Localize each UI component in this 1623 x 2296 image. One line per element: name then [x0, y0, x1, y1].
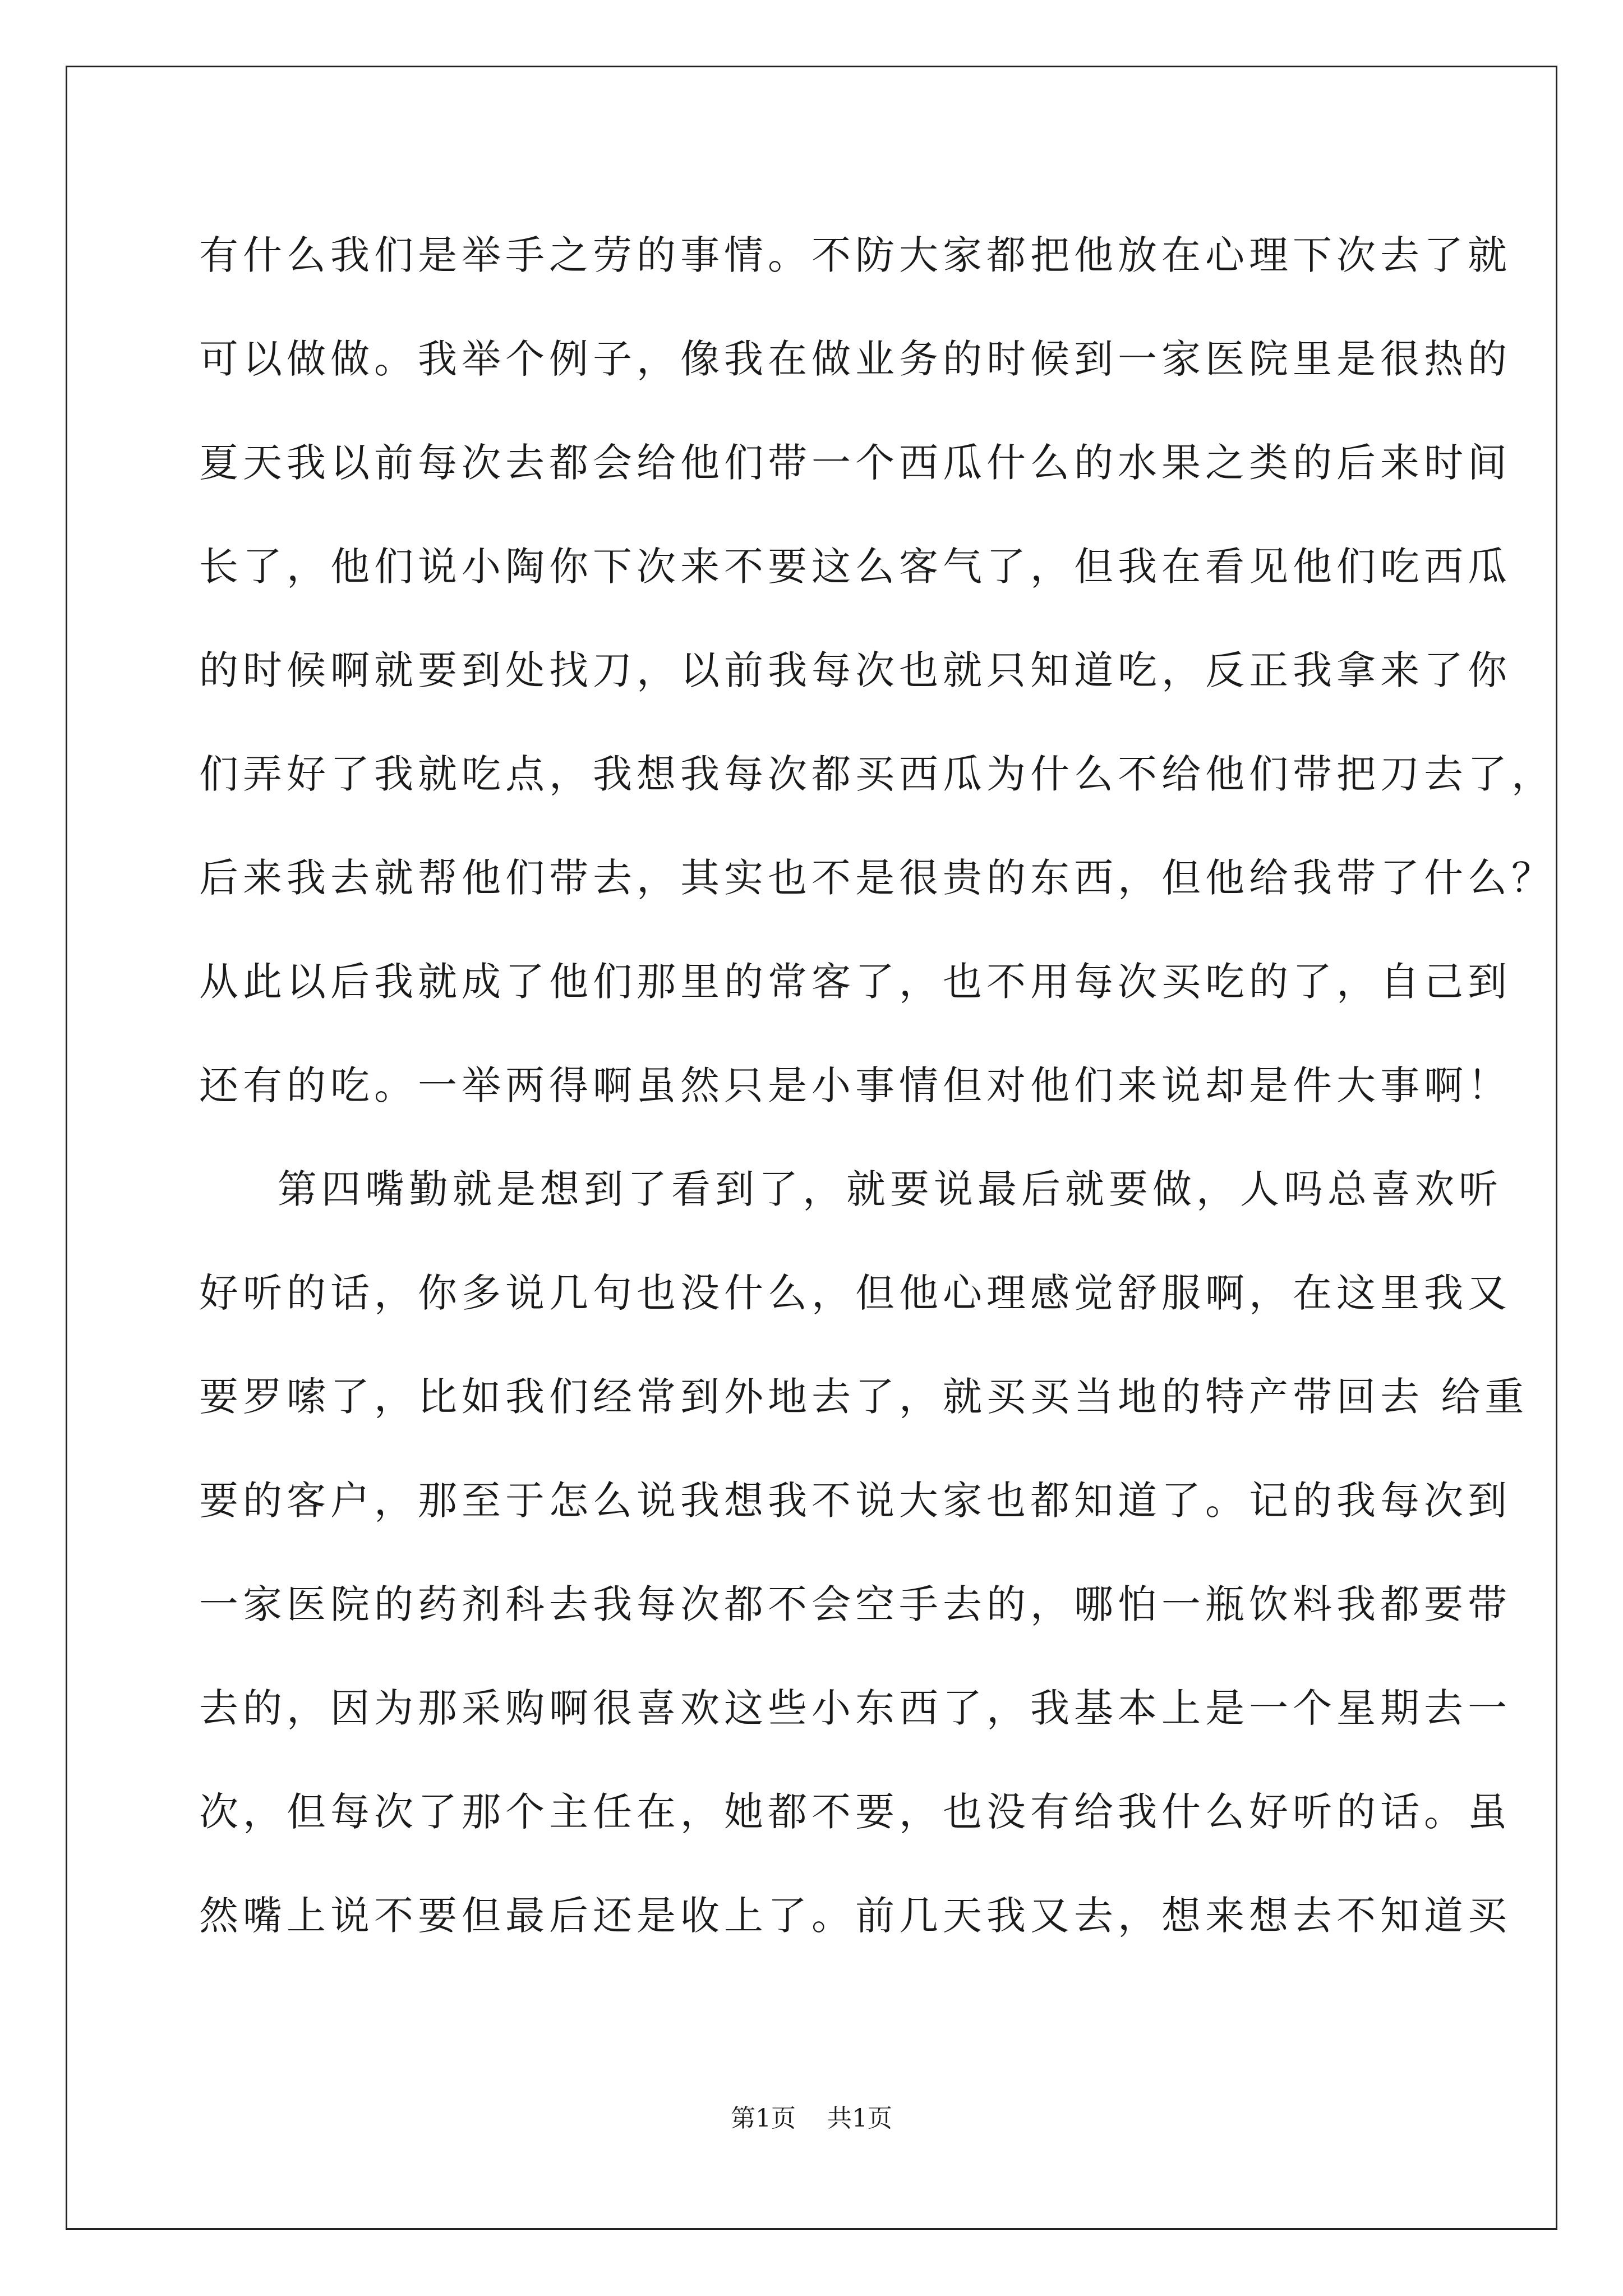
paragraph-start-line: 第四嘴勤就是想到了看到了，就要说最后就要做，人吗总喜欢听 — [278, 1166, 1502, 1212]
document-body — [199, 222, 1555, 1986]
text-line: 次，但每次了那个主任在，她都不要，也没有给我什么好听的话。虽 — [199, 1789, 1511, 1835]
text-line: 有什么我们是举手之劳的事情。不防大家都把他放在心理下次去了就 — [199, 232, 1511, 278]
text-line: 要的客户，那至于怎么说我想我不说大家也都知道了。记的我每次到 — [199, 1478, 1511, 1524]
text-line: 一家医院的药剂科去我每次都不会空手去的，哪怕一瓶饮料我都要带 — [199, 1581, 1511, 1627]
text-line: 长了，他们说小陶你下次来不要这么客气了，但我在看见他们吃西瓜 — [199, 544, 1511, 590]
text-line: 们弄好了我就吃点，我想我每次都买西瓜为什么不给他们带把刀去了， — [199, 751, 1555, 797]
text-line: 要罗嗦了，比如我们经常到外地去了，就买买当地的特产带回去 给重 — [199, 1374, 1529, 1420]
text-line: 去的，因为那采购啊很喜欢这些小东西了，我基本上是一个星期去一 — [199, 1685, 1511, 1731]
text-line: 好听的话，你多说几句也没什么，但他心理感觉舒服啊，在这里我又 — [199, 1270, 1511, 1316]
text-line: 从此以后我就成了他们那里的常客了，也不用每次买吃的了，自己到 — [199, 959, 1511, 1005]
text-line: 然嘴上说不要但最后还是收上了。前几天我又去，想来想去不知道买 — [199, 1893, 1511, 1939]
text-line: 后来我去就帮他们带去，其实也不是很贵的东西，但他给我带了什么？ — [199, 855, 1555, 901]
text-line: 还有的吃。一举两得啊虽然只是小事情但对他们来说却是件大事啊！ — [199, 1062, 1511, 1108]
text-line: 的时候啊就要到处找刀，以前我每次也就只知道吃，反正我拿来了你 — [199, 647, 1511, 693]
page-number-footer: 第1页 共1页 — [731, 2104, 892, 2133]
text-line: 夏天我以前每次去都会给他们带一个西瓜什么的水果之类的后来时间 — [199, 440, 1511, 486]
text-line: 可以做做。我举个例子，像我在做业务的时候到一家医院里是很热的 — [199, 336, 1511, 382]
